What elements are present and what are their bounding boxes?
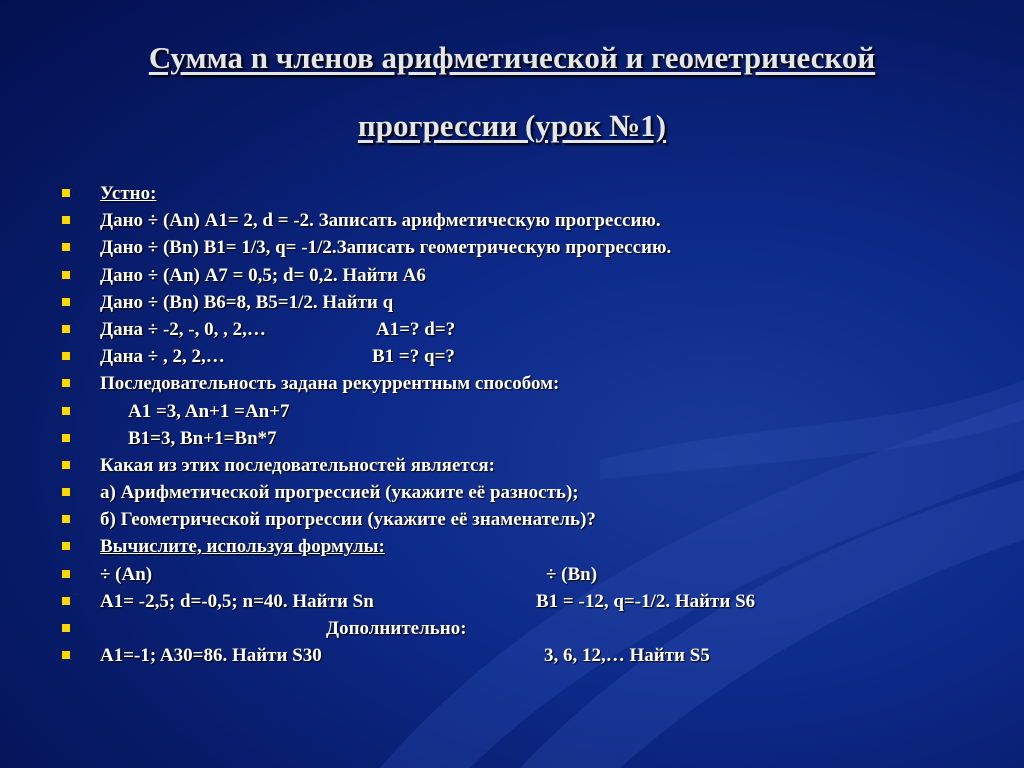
compute-heading: Вычислите, используя формулы: <box>100 536 385 558</box>
square-bullet-icon <box>62 407 70 415</box>
square-bullet-icon <box>62 434 70 442</box>
bullet-list <box>62 180 1002 669</box>
square-bullet-icon <box>62 597 70 605</box>
square-bullet-icon <box>62 216 70 224</box>
list-item <box>62 289 1002 316</box>
square-bullet-icon <box>62 243 70 251</box>
square-bullet-icon <box>62 298 70 306</box>
item-text: Дано ÷ (Bn) B1= 1/3, q= -1/2.Записать геометрическую прогрессию. <box>100 237 672 259</box>
list-item <box>62 561 1002 588</box>
item-text: A1=-1; A30=86. Найти S30 <box>100 645 322 667</box>
square-bullet-icon <box>62 515 70 523</box>
item-question: B1 =? q=? <box>372 346 455 368</box>
square-bullet-icon <box>62 352 70 360</box>
item-text-right: B1 = -12, q=-1/2. Найти S6 <box>536 590 756 612</box>
item-text: б) Геометрической прогрессии (укажите её знаменатель)? <box>100 509 596 531</box>
list-item <box>62 425 1002 452</box>
list-item <box>62 234 1002 261</box>
square-bullet-icon <box>62 488 70 496</box>
list-item <box>62 533 1002 560</box>
item-text: A1= -2,5; d=-0,5; n=40. Найти Sn <box>100 590 374 612</box>
item-text: Дано ÷ (Bn) B6=8, B5=1/2. Найти q <box>100 291 394 313</box>
item-text: Какая из этих последовательностей является: <box>100 454 496 476</box>
square-bullet-icon <box>62 624 70 632</box>
list-item <box>62 588 1002 615</box>
list-item <box>62 316 1002 343</box>
list-item <box>62 506 1002 533</box>
square-bullet-icon <box>62 271 70 279</box>
item-text: Последовательность задана рекуррентным способом: <box>100 373 560 395</box>
square-bullet-icon <box>62 570 70 578</box>
square-bullet-icon <box>62 379 70 387</box>
item-text: Дано ÷ (An) A7 = 0,5; d= 0,2. Найти A6 <box>100 264 426 286</box>
list-item <box>62 207 1002 234</box>
item-text: Дано ÷ (An) A1= 2, d = -2. Записать арифметическую прогрессию. <box>100 210 661 232</box>
additional-heading: Дополнительно: <box>326 618 467 639</box>
item-text-right: 3, 6, 12,… Найти S5 <box>544 645 710 667</box>
square-bullet-icon <box>62 189 70 197</box>
list-item <box>62 370 1002 397</box>
item-text-right: ÷ (Bn) <box>546 563 598 585</box>
list-item <box>62 343 1002 370</box>
item-question: A1=? d=? <box>376 318 456 340</box>
slide-title-line-1: Сумма n членов арифметической и геометрической <box>148 40 876 75</box>
list-item <box>62 398 1002 425</box>
list-item <box>62 479 1002 506</box>
item-text: Дана ÷ -2, -, 0, , 2,… <box>100 318 266 340</box>
list-item <box>62 180 1002 207</box>
item-text: ÷ (An) <box>100 563 153 585</box>
slide-title-line-2: прогрессии (урок №1) <box>357 108 667 143</box>
item-text: а) Арифметической прогрессией (укажите её разность); <box>100 482 579 504</box>
square-bullet-icon <box>62 542 70 550</box>
square-bullet-icon <box>62 461 70 469</box>
item-text: Дана ÷ , 2, 2,… <box>100 346 225 368</box>
list-item <box>62 615 1002 642</box>
item-text: B1=3, Bn+1=Bn*7 <box>128 427 277 449</box>
square-bullet-icon <box>62 325 70 333</box>
list-item <box>62 262 1002 289</box>
oral-heading: Устно: <box>100 183 157 204</box>
list-item <box>62 642 1002 669</box>
list-item <box>62 452 1002 479</box>
item-text: A1 =3, An+1 =An+7 <box>128 400 290 422</box>
square-bullet-icon <box>62 651 70 659</box>
